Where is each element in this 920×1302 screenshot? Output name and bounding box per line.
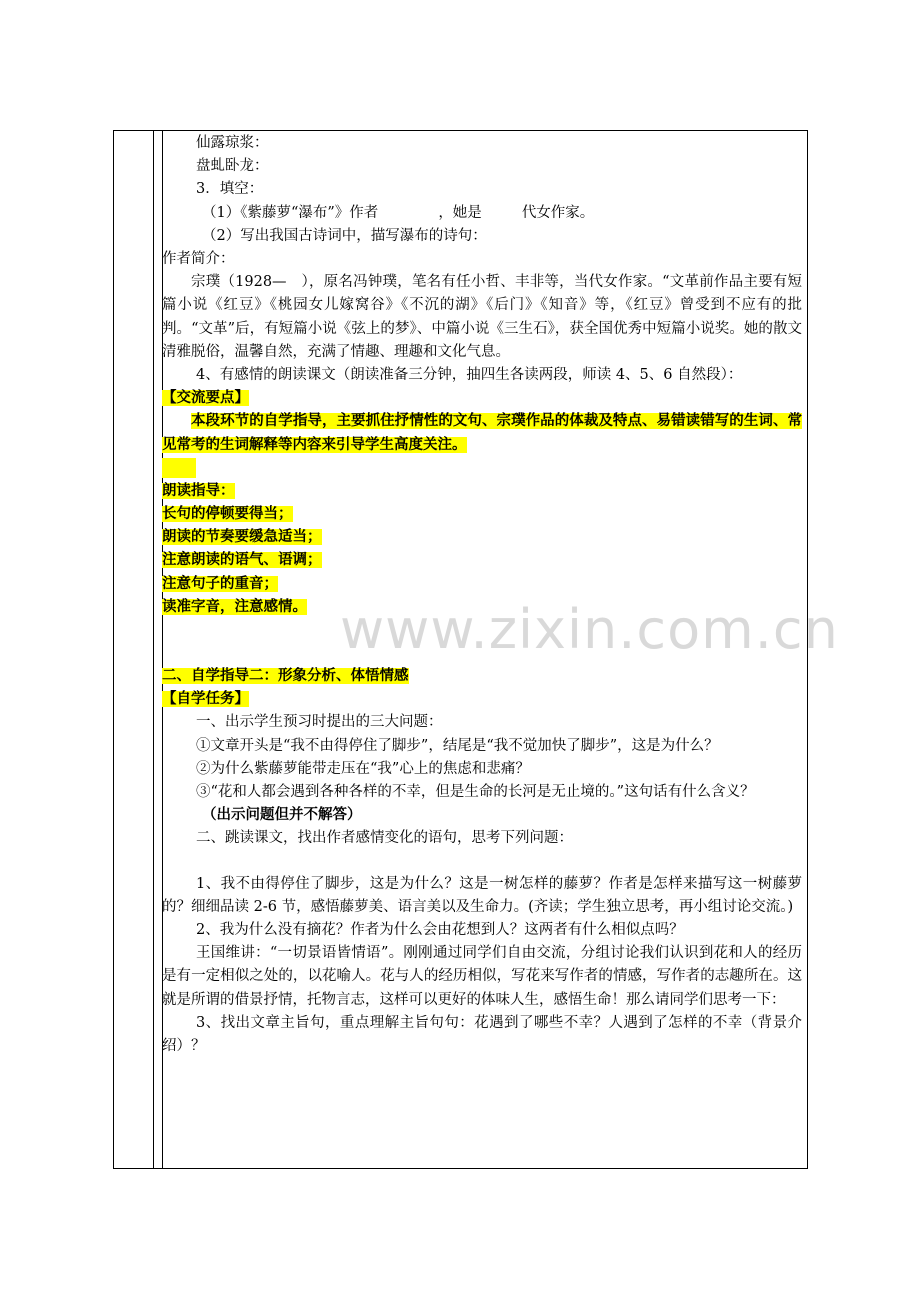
reading-guide-item: 长句的停顿要得当； [162, 506, 293, 523]
fill-blank-part-2: ，她是 [438, 204, 482, 221]
reading-guide-item: 朗读的节奏要缓急适当； [162, 529, 322, 546]
highlight-block [162, 458, 196, 478]
fill-blank-part-3: 代女作家。 [521, 204, 595, 221]
text-line: 仙露琼浆： [196, 135, 269, 151]
table-col-1 [114, 131, 154, 1168]
text-line: 一、出示学生预习时提出的三大问题： [196, 714, 443, 731]
question-line: ②为什么紫藤萝能带走压在“我”心上的焦虑和悲痛？ [196, 760, 530, 777]
highlight-paragraph: 本段环节的自学指导，主要抓住抒情性的文句、宗璞作品的体裁及特点、易错读错写的生词、常见常考的生词解释等内容来引导学生高度关注。 [162, 413, 802, 453]
note-line: （出示问题但并不解答） [202, 807, 362, 824]
section-heading: 【自学任务】 [162, 691, 249, 708]
reading-guide-title: 朗读指导： [162, 482, 235, 499]
discussion-paragraph: 3、找出文章主旨句，重点理解主旨句句：花遇到了哪些不幸？人遇到了怎样的不幸（背景介绍）？ [162, 1014, 802, 1054]
section-heading: 【交流要点】 [162, 390, 249, 407]
fill-blank-part-1: （1）《紫藤萝“瀑布”》作者 [202, 204, 379, 221]
text-line: 3．填空： [196, 181, 264, 198]
text-line: （2）写出我国古诗词中，描写瀑布的诗句： [202, 227, 487, 244]
question-line: ③“花和人都会遇到各种各样的不幸，但是生命的长河是无止境的。”这句话有什么含义？ [196, 783, 755, 800]
question-line: ①文章开头是“我不由得停住了脚步”，结尾是“我不觉加快了脚步”，这是为什么？ [196, 737, 719, 754]
discussion-paragraph: 1、我不由得停住了脚步，这是为什么？这是一树怎样的藤萝？作者是怎样来描写这一树藤萝的？细细品读 2-6 节，感悟藤萝美、语言美以及生命力。(齐读；学生独立思考，再小组讨论交流。) [162, 875, 802, 915]
fill-blank-line [162, 202, 802, 225]
text-line: 盘虬卧龙： [196, 158, 269, 175]
text-line: 4、有感情的朗读课文（朗读准备三分钟，抽四生各读两段，师读 4、5、6 自然段）： [196, 366, 743, 383]
watermark-text: www.zixin.com.cn [340, 598, 839, 661]
text-line: 作者简介： [162, 250, 235, 267]
document-content [162, 132, 802, 1058]
reading-guide-item: 注意句子的重音； [162, 575, 278, 592]
text-line: 二、跳读课文，找出作者感情变化的语句，思考下列问题： [196, 830, 573, 847]
reading-guide-item: 注意朗读的语气、语调； [162, 552, 322, 569]
author-intro-paragraph: 宗璞（1928— ），原名冯钟璞，笔名有任小哲、丰非等，当代女作家。“文革前作品主要有短篇小说《红豆》《桃园女儿嫁窝谷》《不沉的湖》《后门》《知音》等，《红豆》曾受到不应有的批判。“文革”后，有短篇小说《弦上的梦》、中篇小说《三生石》，获全国优秀中短篇小说奖。她的散文清雅脱俗，温馨自然，充满了情趣、理趣和文化气息。 [162, 274, 802, 360]
section-title: 二、自学指导二：形象分析、体悟情感 [162, 668, 409, 685]
discussion-paragraph: 王国维讲：“一切景语皆情语”。刚刚通过同学们自由交流，分组讨论我们认识到花和人的经历是有一定相似之处的，以花喻人。花与人的经历相似，写花来写作者的情感，写作者的志趣所在。这就是所谓的借景抒情，托物言志，这样可以更好的体味人生，感悟生命！那么请同学们思考一下： [162, 945, 802, 1008]
discussion-line: 2、我为什么没有摘花？作者为什么会由花想到人？这两者有什么相似点吗？ [196, 921, 684, 938]
reading-guide-item: 读准字音，注意感情。 [162, 598, 307, 615]
